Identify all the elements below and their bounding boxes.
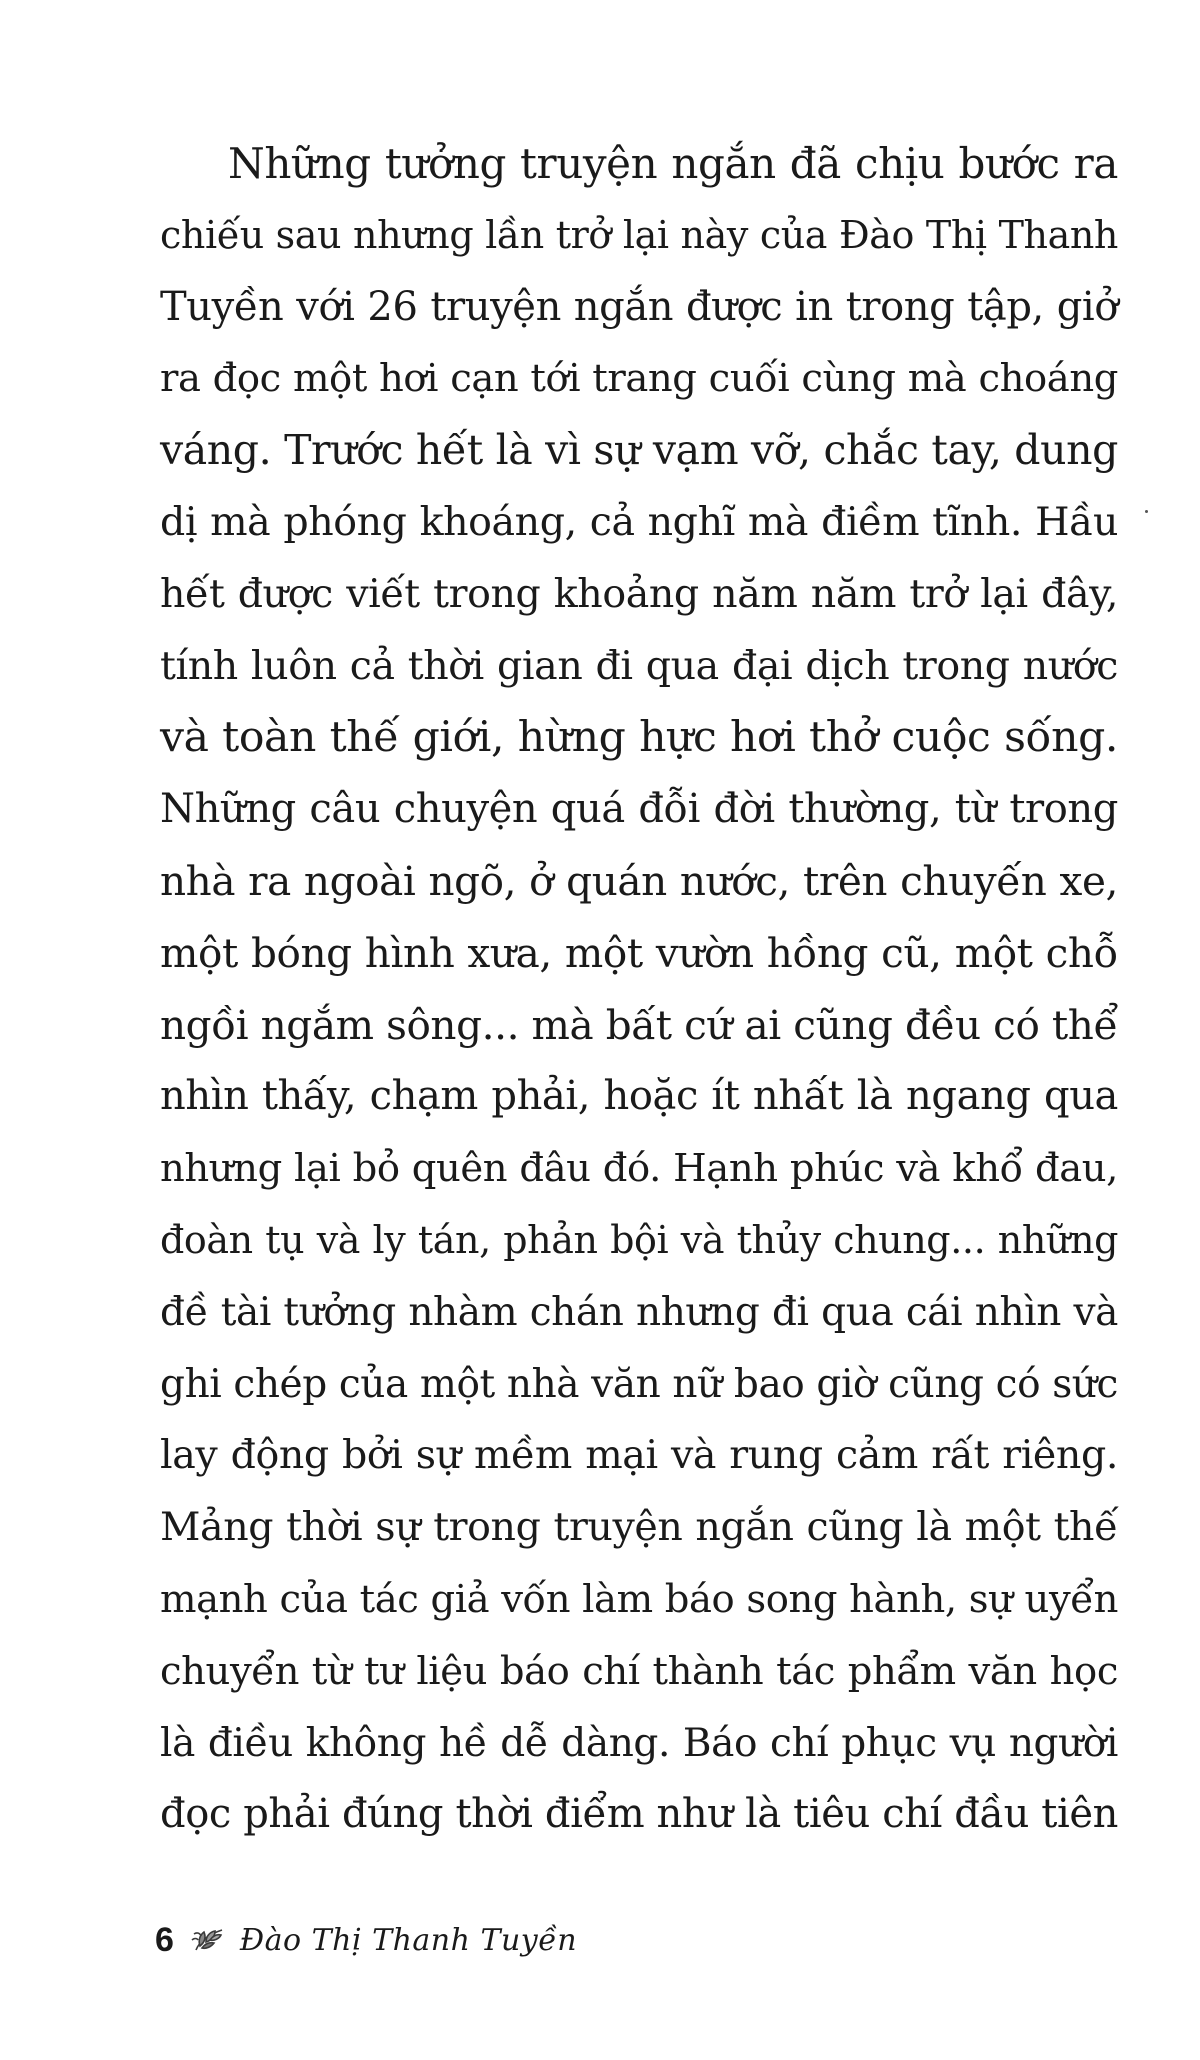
text-line: chuyển từ tư liệu báo chí thành tác phẩm văn học [160,1648,1118,1694]
text-line: đoàn tụ và ly tán, phản bội và thủy chung... những [160,1217,1118,1262]
text-line: một bóng hình xưa, một vườn hồng cũ, một chỗ [160,928,1118,977]
text-line: lay động bởi sự mềm mại và rung cảm rất riêng. [160,1432,1118,1479]
text-line: váng. Trước hết là vì sự vạm vỡ, chắc tay, dung [160,426,1118,475]
text-line: đọc phải đúng thời điểm như là tiêu chí đầu tiên [160,1791,1118,1838]
text-line: Những tưởng truyện ngắn đã chịu bước ra [228,139,1118,188]
text-line: Những câu chuyện quá đỗi đời thường, từ trong [160,786,1118,833]
text-line: nhà ra ngoài ngõ, ở quán nước, trên chuyến xe, [160,856,1118,905]
text-line: tính luôn cả thời gian đi qua đại dịch trong nước [160,642,1118,689]
text-line: là điều không hề dễ dàng. Báo chí phục vụ người [160,1720,1118,1766]
author-name: Đào Thị Thanh Tuyền [239,1922,578,1958]
text-line: chiếu sau nhưng lần trở lại này của Đào Thị Thanh [160,212,1118,257]
text-line: dị mà phóng khoáng, cả nghĩ mà điềm tĩnh. Hầu [160,498,1118,545]
text-line: và toàn thế giới, hừng hực hơi thở cuộc sống. [160,713,1118,763]
body-text [160,128,1118,1851]
text-line: mạnh của tác giả vốn làm báo song hành, sự uyển [160,1576,1118,1622]
leaf-ornament-icon [188,1920,228,1960]
text-line: ngồi ngắm sông... mà bất cứ ai cũng đều có thể [160,1000,1118,1049]
text-line: ghi chép của một nhà văn nữ bao giờ cũng có sức [160,1361,1118,1407]
text-line: nhưng lại bỏ quên đâu đó. Hạnh phúc và khổ đau, [160,1146,1118,1192]
text-line: đề tài tưởng nhàm chán nhưng đi qua cái nhìn và [160,1289,1118,1335]
text-line: nhìn thấy, chạm phải, hoặc ít nhất là ngang qua [160,1073,1118,1120]
text-line: hết được viết trong khoảng năm năm trở lại đây, [160,570,1118,617]
page-number: 6 [155,1920,174,1959]
print-speck [1145,510,1148,513]
text-line: Tuyền với 26 truyện ngắn được in trong tập, giở [160,283,1118,330]
text-line: Mảng thời sự trong truyện ngắn cũng là một thế [160,1504,1118,1551]
text-line: ra đọc một hơi cạn tới trang cuối cùng mà choáng [160,356,1118,402]
page-footer [155,1910,577,1970]
